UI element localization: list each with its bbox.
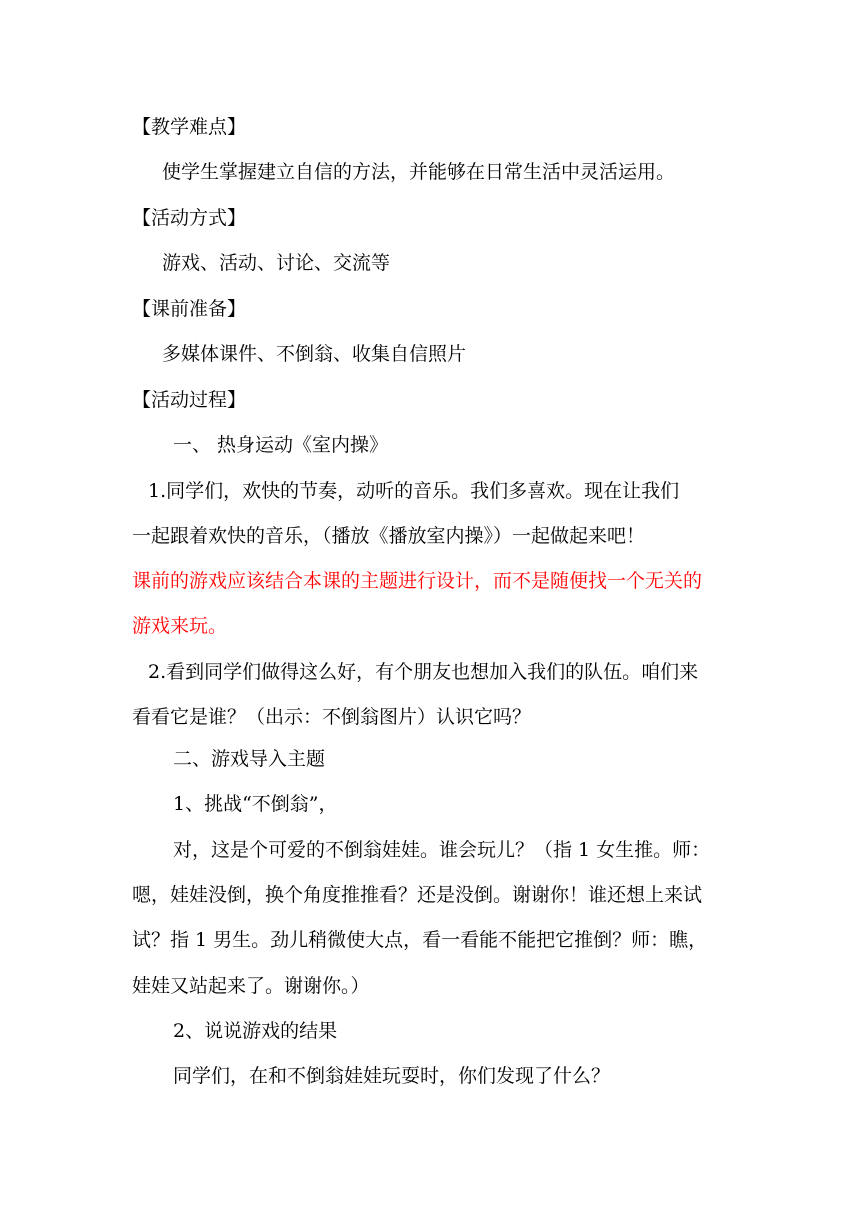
comment-line-2: 游戏来玩。	[132, 615, 228, 637]
paragraph-2-line-1: 2.看到同学们做得这么好，有个朋友也想加入我们的队伍。咱们来	[148, 661, 699, 683]
comment-line-1: 课前的游戏应该结合本课的主题进行设计，而不是随便找一个无关的	[132, 570, 703, 592]
paragraph-1-line-1: 1.同学们，欢快的节奏，动听的音乐。我们多喜欢。现在让我们	[148, 480, 680, 502]
sub1-title: 1、挑战“不倒翁”，	[173, 793, 338, 815]
sub2-title: 2、说说游戏的结果	[173, 1020, 338, 1042]
process-heading: 【活动过程】	[132, 389, 247, 411]
difficulty-heading: 【教学难点】	[132, 116, 247, 138]
method-text: 游戏、活动、讨论、交流等	[162, 252, 391, 274]
paragraph-3-line-2: 嗯，娃娃没倒，换个角度推推看？还是没倒。谢谢你！谁还想上来试	[132, 884, 703, 906]
paragraph-3-line-1: 对，这是个可爱的不倒翁娃娃。谁会玩儿？（指 1 女生推。师：	[173, 839, 711, 861]
prep-heading: 【课前准备】	[132, 298, 247, 320]
section1-title: 一、 热身运动《室内操》	[173, 434, 389, 456]
paragraph-4-line-1: 同学们，在和不倒翁娃娃玩耍时，你们发现了什么？	[173, 1065, 611, 1087]
section2-title: 二、游戏导入主题	[173, 748, 326, 770]
difficulty-text: 使学生掌握建立自信的方法，并能够在日常生活中灵活运用。	[162, 161, 676, 183]
paragraph-1-line-2: 一起跟着欢快的音乐，（播放《播放室内操》）一起做起来吧！	[132, 525, 646, 547]
prep-text: 多媒体课件、不倒翁、收集自信照片	[162, 343, 467, 365]
method-heading: 【活动方式】	[132, 207, 247, 229]
paragraph-2-line-2: 看看它是谁？（出示：不倒翁图片）认识它吗？	[132, 706, 532, 728]
paragraph-3-line-4: 娃娃又站起来了。谢谢你。）	[132, 975, 370, 997]
paragraph-3-line-3: 试？指 1 男生。劲儿稍微使大点，看一看能不能把它推倒？师：瞧，	[132, 929, 708, 951]
